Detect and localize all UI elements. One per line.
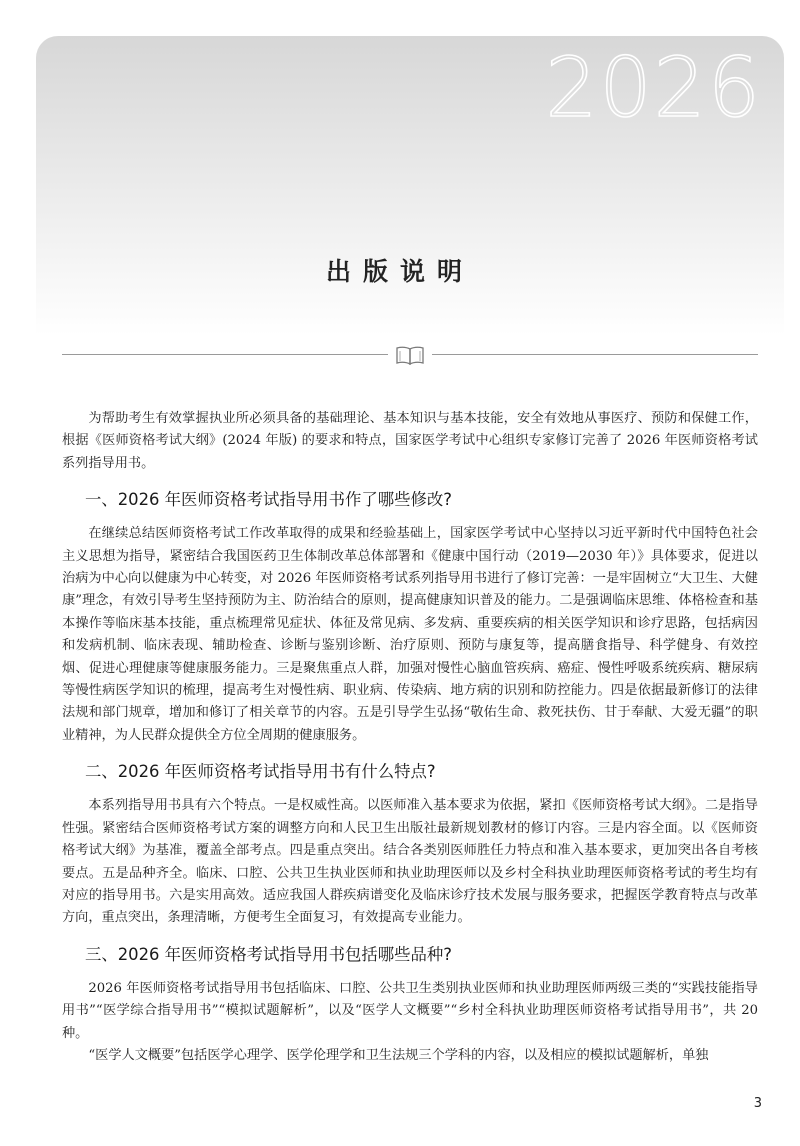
section-2-paragraph: 本系列指导用书具有六个特点。一是权威性高。以医师准入基本要求为依据，紧扣《医师资格考试大纲》。二是指导性强。紧密结合医师资格考试方案的调整方向和人民卫生出版社最新规划教材的修订内容。三是内容全面。以《医师资格考试大纲》为基准，覆盖全部考点。四是重点突出。结合各类别医师胜任力特点和准入基本要求，更加突出各自考核要点。五是品种齐全。临床、口腔、公共卫生执业医师和执业助理医师以及乡村全科执业助理医师资格考试的考生均有对应的指导用书。六是实用高效。适应我国人群疾病谱变化及临床诊疗技术发展与服务要求，把握医学教育特点与改革方向，重点突出，条理清晰，方便考生全面复习，有效提高专业能力。 (62, 798, 758, 926)
intro-paragraph: 为帮助考生有效掌握执业所必须具备的基础理论、基本知识与基本技能，安全有效地从事医疗、预防和保健工作，根据《医师资格考试大纲》(2024 年版) 的要求和特点，国家医学考试中心组织专家修订完善了 2026 年医师资格考试系列指导用书。 (62, 411, 758, 471)
page-title: 出版说明 (325, 257, 474, 286)
section-heading-2: 二、2026 年医师资格考试指导用书有什么特点? (84, 762, 436, 782)
section-3-paragraph-1: 2026 年医师资格考试指导用书包括临床、口腔、公共卫生类别执业医师和执业助理医师两级三类的“实践技能指导用书”“医学综合指导用书”“模拟试题解析”，以及“医学人文概要”“乡村全科执业助理医师资格考试指导用书”，共 20 种。 (62, 980, 758, 1041)
section-3-paragraph-2: “医学人文概要”包括医学心理学、医学伦理学和卫生法规三个学科的内容，以及相应的模拟试题解析，单独 (88, 1047, 709, 1063)
open-book-icon (395, 344, 425, 366)
header-banner (36, 36, 784, 336)
section-heading-1: 一、2026 年医师资格考试指导用书作了哪些修改? (84, 490, 452, 510)
section-1-paragraph: 在继续总结医师资格考试工作改革取得的成果和经验基础上，国家医学考试中心坚持以习近平新时代中国特色社会主义思想为指导，紧密结合我国医药卫生体制改革总体部署和《健康中国行动（2019—2030 年）》具体要求，促进以治病为中心向以健康为中心转变，对 2026 年医师资格考试系列指导用书进行了修订完善：一是牢固树立“大卫生、大健康”理念，有效引导考生坚持预防为主、防治结合的原则，提高健康知识普及的能力。二是强调临床思维、体格检查和基本操作等临床基本技能，重点梳理常见症状、体征及常见病、多发病、重要疾病的相关医学知识和诊疗思路，包括病因和发病机制、临床表现、辅助检查、诊断与鉴别诊断、治疗原则、预防与康复等，提高膳食指导、科学健身、有效控烟、促进心理健康等健康服务能力。三是聚焦重点人群，加强对慢性心脑血管疾病、癌症、慢性呼吸系统疾病、糖尿病等慢性病医学知识的梳理，提高考生对慢性病、职业病、传染病、地方病的识别和防控能力。四是依据最新修订的法律法规和部门规章，增加和修订了相关章节的内容。五是引导学生弘扬“敬佑生命、救死扶伤、甘于奉献、大爱无疆”的职业精神，为人民群众提供全方位全周期的健康服务。 (62, 526, 758, 743)
body-content (62, 408, 758, 1067)
year-watermark: 2026 (545, 41, 762, 136)
title-divider (62, 344, 758, 366)
page-number: 3 (753, 1096, 762, 1111)
divider-line-left (62, 354, 388, 355)
section-heading-3: 三、2026 年医师资格考试指导用书包括哪些品种? (84, 944, 452, 964)
divider-line-right (432, 354, 758, 355)
